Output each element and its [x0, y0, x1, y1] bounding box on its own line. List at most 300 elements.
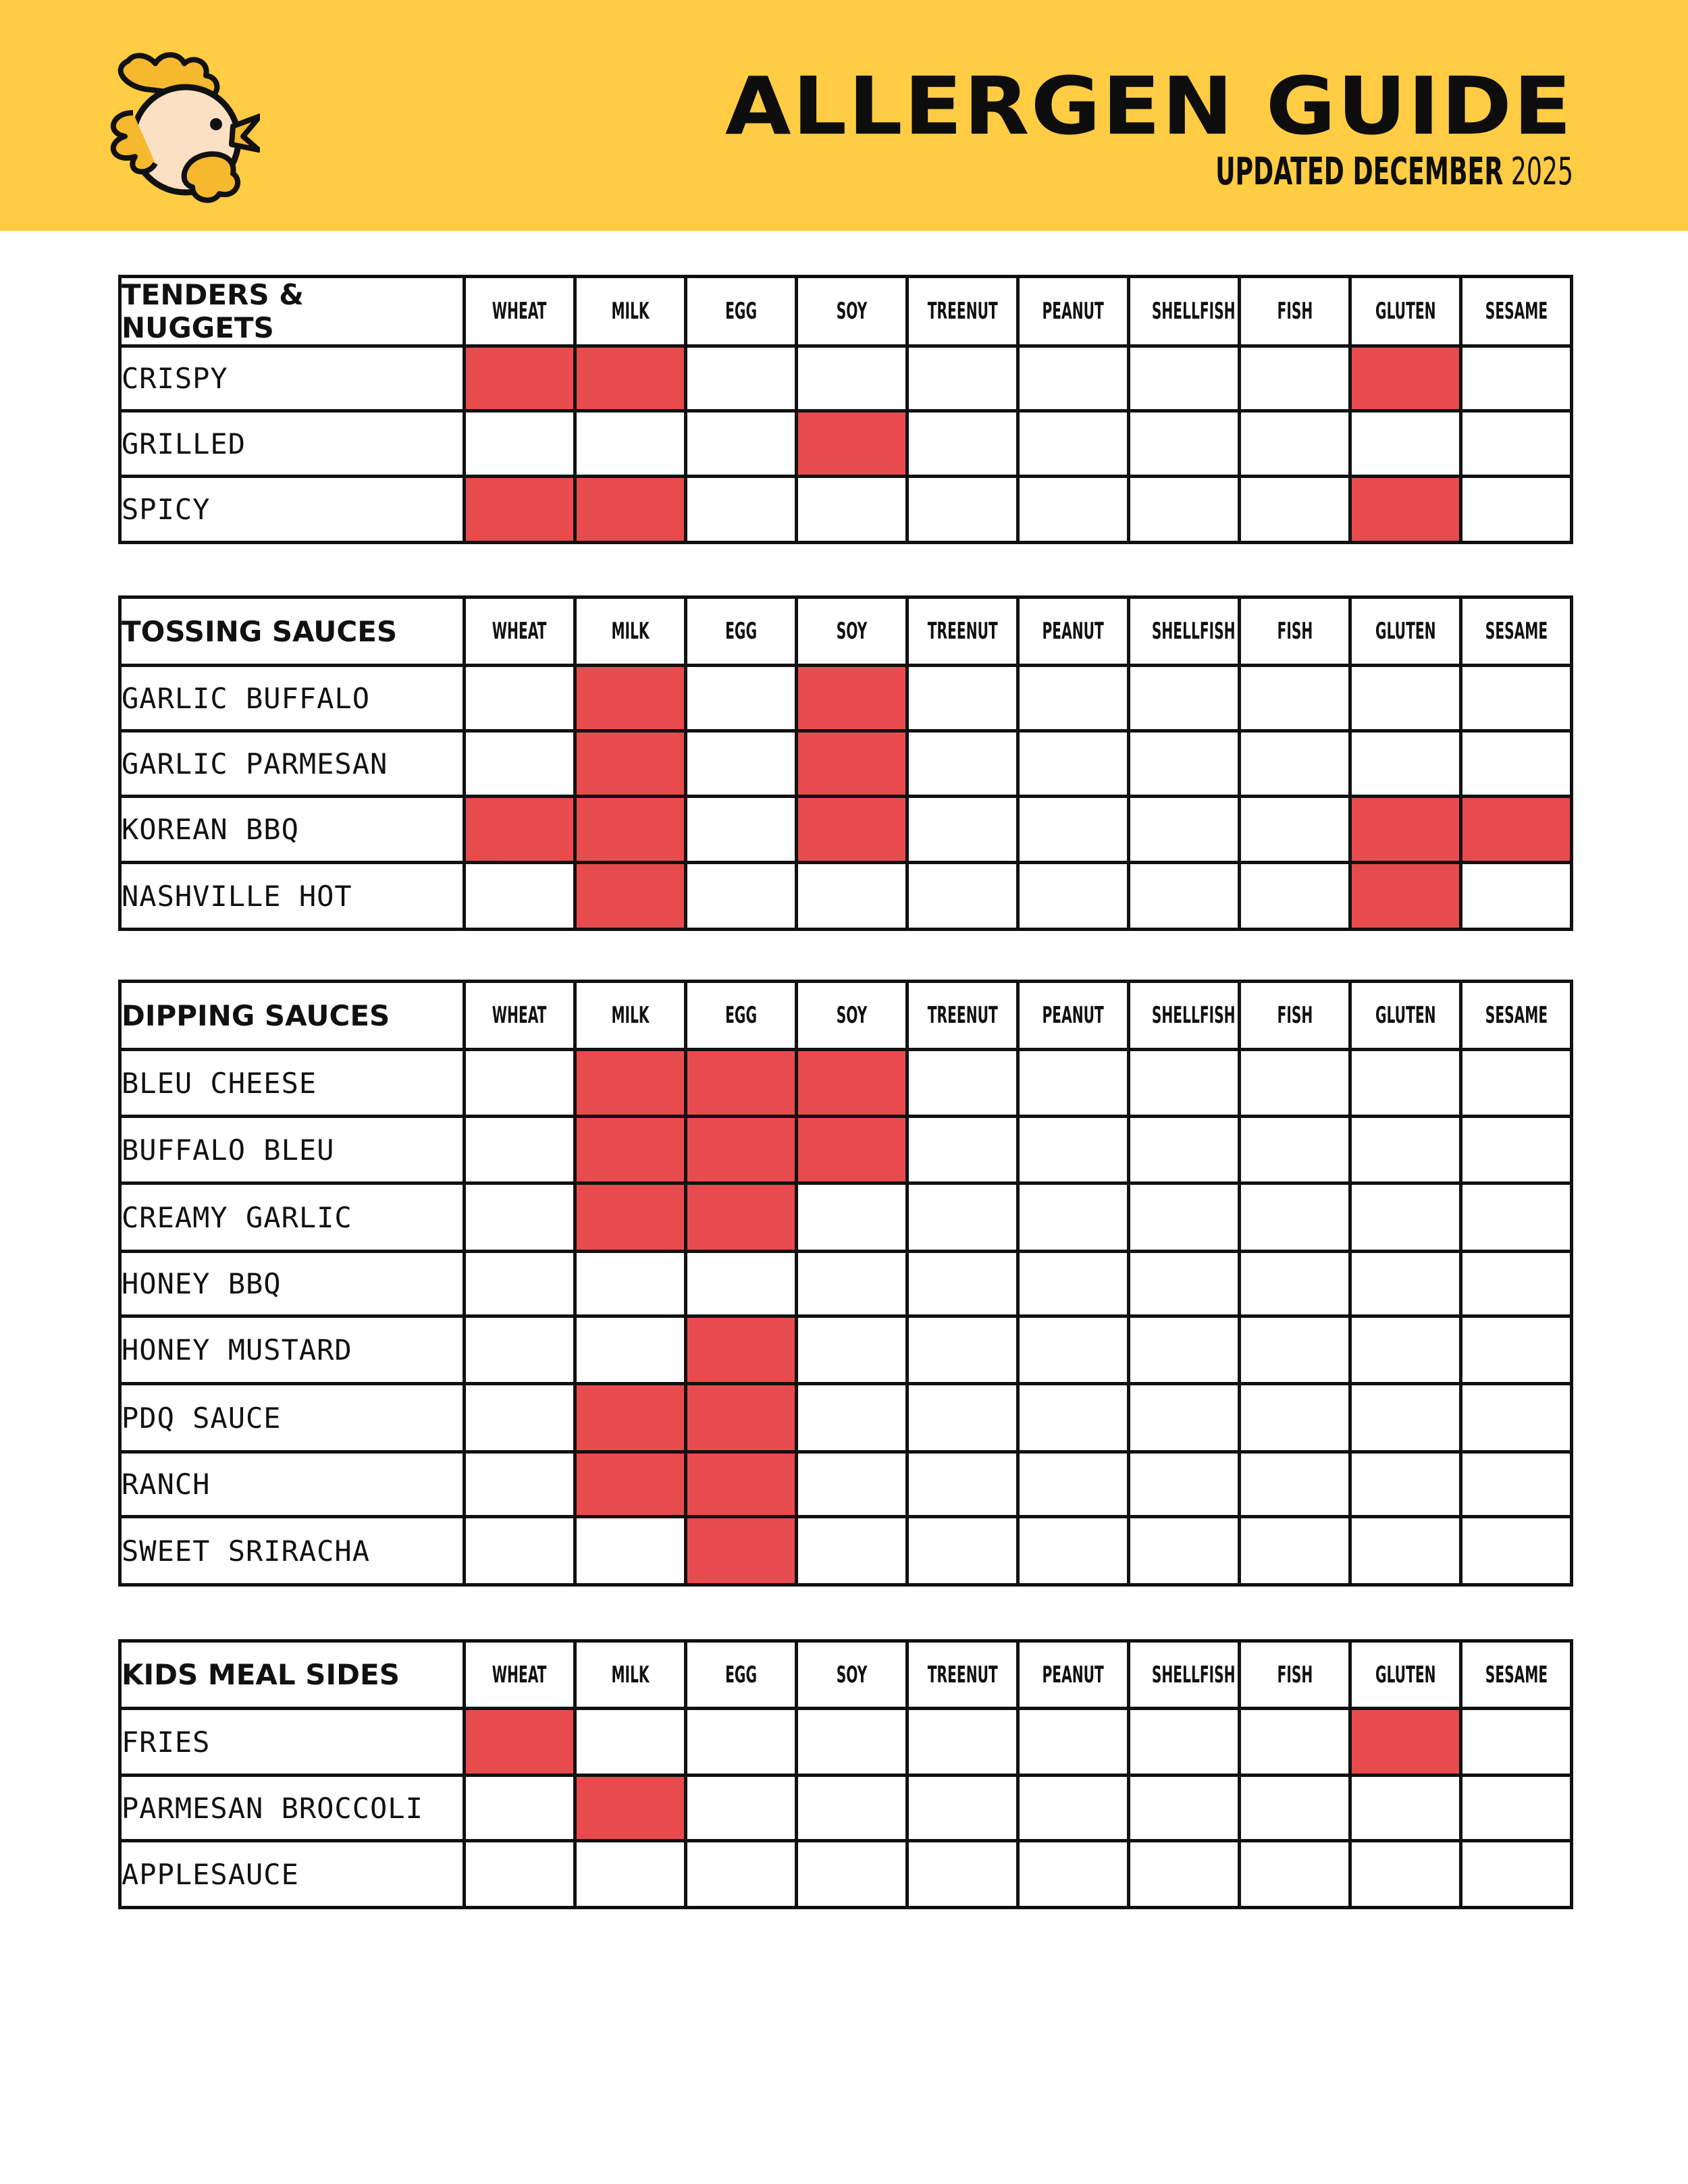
allergen-header-shellfish — [1129, 1641, 1240, 1709]
allergen-header-peanut — [1018, 277, 1129, 346]
allergen-table — [118, 980, 1573, 1587]
allergen-absent-cell — [907, 1117, 1018, 1183]
menu-item-name: PDQ SAUCE — [120, 1384, 465, 1452]
allergen-absent-cell — [797, 1517, 907, 1585]
updated-date — [1215, 150, 1573, 194]
allergen-absent-cell — [1240, 1050, 1350, 1117]
allergen-present-cell — [465, 1709, 575, 1776]
allergen-present-cell — [1461, 797, 1572, 863]
allergen-absent-cell — [797, 346, 907, 411]
allergen-header-label: SOY — [836, 298, 868, 325]
allergen-header-label: SOY — [836, 618, 868, 645]
allergen-present-cell — [686, 1384, 797, 1452]
allergen-absent-cell — [1018, 1709, 1129, 1776]
allergen-header-treenut — [907, 982, 1018, 1050]
allergen-present-cell — [686, 1183, 797, 1252]
allergen-header-label: TREENUT — [927, 1661, 998, 1688]
allergen-absent-cell — [907, 1776, 1018, 1841]
allergen-absent-cell — [1129, 477, 1240, 543]
allergen-absent-cell — [1240, 1776, 1350, 1841]
allergen-header-label: FISH — [1277, 298, 1313, 325]
allergen-absent-cell — [1350, 1252, 1461, 1316]
allergen-present-cell — [797, 666, 907, 731]
allergen-absent-cell — [1350, 1841, 1461, 1908]
section-tenders-nuggets — [118, 275, 1570, 544]
allergen-present-cell — [575, 1384, 686, 1452]
allergen-header-label: EGG — [725, 618, 757, 645]
allergen-present-cell — [575, 731, 686, 797]
allergen-absent-cell — [907, 797, 1018, 863]
allergen-absent-cell — [465, 1050, 575, 1117]
table-row — [120, 1252, 1572, 1316]
allergen-absent-cell — [1240, 1384, 1350, 1452]
table-row — [120, 411, 1572, 477]
allergen-absent-cell — [465, 731, 575, 797]
allergen-header-milk — [575, 982, 686, 1050]
allergen-header-wheat — [465, 982, 575, 1050]
allergen-absent-cell — [1129, 1776, 1240, 1841]
allergen-header-sesame — [1461, 597, 1572, 666]
table-row — [120, 1183, 1572, 1252]
allergen-present-cell — [465, 477, 575, 543]
allergen-header-wheat — [465, 1641, 575, 1709]
allergen-absent-cell — [1129, 346, 1240, 411]
page-title: ALLERGEN GUIDE — [725, 59, 1573, 153]
allergen-absent-cell — [686, 411, 797, 477]
allergen-header-fish — [1240, 597, 1350, 666]
allergen-present-cell — [575, 477, 686, 543]
allergen-absent-cell — [465, 666, 575, 731]
allergen-absent-cell — [1240, 863, 1350, 930]
table-row — [120, 1117, 1572, 1183]
allergen-present-cell — [575, 1776, 686, 1841]
allergen-header-label: MILK — [611, 618, 650, 645]
menu-item-name: BUFFALO BLEU — [120, 1117, 465, 1183]
allergen-present-cell — [575, 1183, 686, 1252]
allergen-absent-cell — [465, 411, 575, 477]
allergen-present-cell — [686, 1050, 797, 1117]
allergen-header-gluten — [1350, 277, 1461, 346]
allergen-header-label: GLUTEN — [1375, 1661, 1436, 1688]
allergen-header-sesame — [1461, 277, 1572, 346]
allergen-absent-cell — [907, 1252, 1018, 1316]
allergen-header-label: PEANUT — [1042, 298, 1105, 325]
allergen-absent-cell — [465, 1117, 575, 1183]
section-kids-meal-sides — [118, 1639, 1570, 1909]
table-row — [120, 1517, 1572, 1585]
allergen-header-egg — [686, 982, 797, 1050]
allergen-header-shellfish — [1129, 982, 1240, 1050]
menu-item-name: PARMESAN BROCCOLI — [120, 1776, 465, 1841]
menu-item-name: GARLIC PARMESAN — [120, 731, 465, 797]
allergen-absent-cell — [1129, 1841, 1240, 1908]
allergen-absent-cell — [1240, 477, 1350, 543]
allergen-absent-cell — [1129, 411, 1240, 477]
allergen-absent-cell — [1018, 731, 1129, 797]
updated-label: UPDATED DECEMBER — [1215, 150, 1504, 194]
menu-item-name: APPLESAUCE — [120, 1841, 465, 1908]
allergen-header-fish — [1240, 982, 1350, 1050]
allergen-present-cell — [1350, 797, 1461, 863]
allergen-absent-cell — [1461, 411, 1572, 477]
allergen-header-label: PEANUT — [1042, 618, 1105, 645]
section-title: TENDERS & NUGGETS — [120, 277, 465, 346]
allergen-absent-cell — [1461, 1050, 1572, 1117]
allergen-header-sesame — [1461, 982, 1572, 1050]
allergen-absent-cell — [797, 1252, 907, 1316]
allergen-absent-cell — [907, 731, 1018, 797]
allergen-table — [118, 595, 1573, 931]
allergen-absent-cell — [1018, 863, 1129, 930]
allergen-header-egg — [686, 597, 797, 666]
allergen-absent-cell — [797, 1776, 907, 1841]
menu-item-name: HONEY BBQ — [120, 1252, 465, 1316]
allergen-header-milk — [575, 1641, 686, 1709]
allergen-header-label: EGG — [725, 1661, 757, 1688]
allergen-absent-cell — [1018, 477, 1129, 543]
table-row — [120, 666, 1572, 731]
allergen-absent-cell — [1240, 1452, 1350, 1517]
allergen-header-label: SHELLFISH — [1151, 298, 1236, 325]
allergen-absent-cell — [686, 731, 797, 797]
allergen-absent-cell — [575, 1252, 686, 1316]
allergen-absent-cell — [1018, 1252, 1129, 1316]
allergen-absent-cell — [1018, 1841, 1129, 1908]
allergen-absent-cell — [686, 666, 797, 731]
menu-item-name: CREAMY GARLIC — [120, 1183, 465, 1252]
allergen-header-label: FISH — [1277, 618, 1313, 645]
allergen-absent-cell — [907, 1050, 1018, 1117]
allergen-absent-cell — [1129, 731, 1240, 797]
allergen-absent-cell — [575, 1517, 686, 1585]
allergen-present-cell — [1350, 863, 1461, 930]
table-row — [120, 1776, 1572, 1841]
table-row — [120, 346, 1572, 411]
allergen-absent-cell — [907, 1183, 1018, 1252]
allergen-present-cell — [575, 863, 686, 930]
menu-item-name: FRIES — [120, 1709, 465, 1776]
allergen-absent-cell — [686, 863, 797, 930]
allergen-absent-cell — [1018, 1384, 1129, 1452]
allergen-absent-cell — [1129, 1709, 1240, 1776]
allergen-absent-cell — [1240, 1252, 1350, 1316]
allergen-header-fish — [1240, 1641, 1350, 1709]
allergen-header-label: SESAME — [1485, 1002, 1548, 1029]
allergen-header-label: EGG — [725, 1002, 757, 1029]
allergen-absent-cell — [1461, 1117, 1572, 1183]
allergen-header-label: MILK — [611, 1661, 650, 1688]
menu-item-name: SPICY — [120, 477, 465, 543]
allergen-header-label: SHELLFISH — [1151, 1002, 1236, 1029]
allergen-absent-cell — [1461, 1316, 1572, 1384]
allergen-header-label: SESAME — [1485, 298, 1548, 325]
table-header-row — [120, 1641, 1572, 1709]
allergen-absent-cell — [1018, 1776, 1129, 1841]
allergen-header-label: TREENUT — [927, 298, 998, 325]
allergen-header-egg — [686, 1641, 797, 1709]
allergen-absent-cell — [1240, 1841, 1350, 1908]
menu-item-name: GARLIC BUFFALO — [120, 666, 465, 731]
allergen-absent-cell — [575, 1841, 686, 1908]
allergen-header-sesame — [1461, 1641, 1572, 1709]
menu-item-name: NASHVILLE HOT — [120, 863, 465, 930]
allergen-absent-cell — [465, 1776, 575, 1841]
allergen-header-egg — [686, 277, 797, 346]
allergen-absent-cell — [686, 797, 797, 863]
menu-item-name: GRILLED — [120, 411, 465, 477]
allergen-present-cell — [575, 346, 686, 411]
allergen-absent-cell — [1461, 1252, 1572, 1316]
allergen-header-label: GLUTEN — [1375, 618, 1436, 645]
allergen-absent-cell — [1461, 1183, 1572, 1252]
allergen-header-label: MILK — [611, 298, 650, 325]
section-title: KIDS MEAL SIDES — [120, 1641, 465, 1709]
chicken-logo-icon — [98, 49, 260, 204]
allergen-absent-cell — [465, 1183, 575, 1252]
allergen-header-label: PEANUT — [1042, 1002, 1105, 1029]
allergen-absent-cell — [1129, 1517, 1240, 1585]
allergen-absent-cell — [1350, 1517, 1461, 1585]
allergen-absent-cell — [1461, 1709, 1572, 1776]
allergen-present-cell — [797, 1050, 907, 1117]
table-row — [120, 731, 1572, 797]
allergen-absent-cell — [1129, 1183, 1240, 1252]
allergen-present-cell — [797, 731, 907, 797]
allergen-absent-cell — [1240, 346, 1350, 411]
allergen-header-wheat — [465, 597, 575, 666]
updated-year: 2025 — [1510, 150, 1573, 194]
allergen-absent-cell — [1461, 1776, 1572, 1841]
allergen-header-label: EGG — [725, 298, 757, 325]
allergen-absent-cell — [907, 863, 1018, 930]
allergen-present-cell — [575, 797, 686, 863]
allergen-absent-cell — [907, 1517, 1018, 1585]
allergen-present-cell — [686, 1517, 797, 1585]
allergen-header-label: WHEAT — [492, 618, 547, 645]
allergen-present-cell — [797, 411, 907, 477]
allergen-header-label: FISH — [1277, 1002, 1313, 1029]
allergen-absent-cell — [1350, 1452, 1461, 1517]
allergen-header-treenut — [907, 597, 1018, 666]
table-row — [120, 863, 1572, 930]
allergen-header-gluten — [1350, 597, 1461, 666]
allergen-table — [118, 275, 1573, 544]
allergen-absent-cell — [465, 1316, 575, 1384]
allergen-absent-cell — [686, 1841, 797, 1908]
allergen-absent-cell — [1461, 666, 1572, 731]
allergen-header-treenut — [907, 277, 1018, 346]
allergen-absent-cell — [465, 1384, 575, 1452]
allergen-absent-cell — [1350, 1183, 1461, 1252]
allergen-header-label: MILK — [611, 1002, 650, 1029]
allergen-header-shellfish — [1129, 597, 1240, 666]
table-header-row — [120, 982, 1572, 1050]
allergen-header-label: SHELLFISH — [1151, 618, 1236, 645]
allergen-absent-cell — [1129, 1117, 1240, 1183]
allergen-absent-cell — [907, 1841, 1018, 1908]
allergen-header-milk — [575, 597, 686, 666]
allergen-header-shellfish — [1129, 277, 1240, 346]
allergen-header-peanut — [1018, 982, 1129, 1050]
header-banner — [0, 0, 1688, 231]
allergen-header-label: SHELLFISH — [1151, 1661, 1236, 1688]
allergen-header-label: SESAME — [1485, 1661, 1548, 1688]
allergen-header-label: FISH — [1277, 1661, 1313, 1688]
allergen-absent-cell — [1018, 1183, 1129, 1252]
allergen-header-gluten — [1350, 982, 1461, 1050]
menu-item-name: KOREAN BBQ — [120, 797, 465, 863]
section-dipping-sauces — [118, 980, 1570, 1587]
allergen-absent-cell — [1018, 1117, 1129, 1183]
allergen-header-label: PEANUT — [1042, 1661, 1105, 1688]
allergen-absent-cell — [1129, 1316, 1240, 1384]
allergen-absent-cell — [1018, 797, 1129, 863]
allergen-absent-cell — [1350, 411, 1461, 477]
allergen-present-cell — [1350, 346, 1461, 411]
table-row — [120, 1452, 1572, 1517]
allergen-absent-cell — [1129, 1452, 1240, 1517]
table-row — [120, 477, 1572, 543]
allergen-header-label: GLUTEN — [1375, 1002, 1436, 1029]
allergen-header-treenut — [907, 1641, 1018, 1709]
allergen-header-soy — [797, 277, 907, 346]
allergen-present-cell — [575, 1452, 686, 1517]
allergen-header-fish — [1240, 277, 1350, 346]
allergen-header-label: TREENUT — [927, 1002, 998, 1029]
allergen-absent-cell — [1350, 1117, 1461, 1183]
section-title: TOSSING SAUCES — [120, 597, 465, 666]
allergen-absent-cell — [1461, 477, 1572, 543]
allergen-present-cell — [797, 797, 907, 863]
allergen-absent-cell — [1129, 666, 1240, 731]
allergen-absent-cell — [1461, 1517, 1572, 1585]
allergen-absent-cell — [1461, 1841, 1572, 1908]
allergen-present-cell — [797, 1117, 907, 1183]
allergen-absent-cell — [686, 1776, 797, 1841]
allergen-absent-cell — [1018, 1452, 1129, 1517]
allergen-absent-cell — [907, 1452, 1018, 1517]
allergen-absent-cell — [1461, 1384, 1572, 1452]
allergen-header-label: SESAME — [1485, 618, 1548, 645]
allergen-absent-cell — [797, 1709, 907, 1776]
allergen-absent-cell — [575, 1316, 686, 1384]
allergen-absent-cell — [1018, 1316, 1129, 1384]
allergen-absent-cell — [1240, 411, 1350, 477]
allergen-header-gluten — [1350, 1641, 1461, 1709]
allergen-absent-cell — [465, 1517, 575, 1585]
allergen-absent-cell — [797, 1841, 907, 1908]
allergen-absent-cell — [797, 477, 907, 543]
allergen-absent-cell — [1240, 1316, 1350, 1384]
menu-item-name: BLEU CHEESE — [120, 1050, 465, 1117]
allergen-absent-cell — [686, 1709, 797, 1776]
allergen-absent-cell — [907, 411, 1018, 477]
allergen-header-label: WHEAT — [492, 298, 547, 325]
allergen-absent-cell — [1240, 1709, 1350, 1776]
table-row — [120, 1841, 1572, 1908]
menu-item-name: RANCH — [120, 1452, 465, 1517]
table-row — [120, 797, 1572, 863]
allergen-header-label: WHEAT — [492, 1661, 547, 1688]
allergen-absent-cell — [686, 477, 797, 543]
table-row — [120, 1050, 1572, 1117]
allergen-absent-cell — [1129, 797, 1240, 863]
allergen-absent-cell — [797, 1183, 907, 1252]
allergen-absent-cell — [1240, 797, 1350, 863]
allergen-absent-cell — [465, 1452, 575, 1517]
allergen-absent-cell — [575, 1709, 686, 1776]
allergen-absent-cell — [907, 477, 1018, 543]
allergen-absent-cell — [465, 1841, 575, 1908]
allergen-absent-cell — [1240, 666, 1350, 731]
allergen-absent-cell — [1350, 1050, 1461, 1117]
allergen-header-label: SOY — [836, 1661, 868, 1688]
allergen-absent-cell — [907, 1384, 1018, 1452]
allergen-absent-cell — [465, 863, 575, 930]
allergen-absent-cell — [1350, 1776, 1461, 1841]
allergen-absent-cell — [907, 666, 1018, 731]
allergen-absent-cell — [1240, 731, 1350, 797]
allergen-absent-cell — [1018, 1050, 1129, 1117]
allergen-absent-cell — [797, 1452, 907, 1517]
allergen-present-cell — [575, 666, 686, 731]
allergen-header-soy — [797, 597, 907, 666]
allergen-absent-cell — [1240, 1183, 1350, 1252]
allergen-absent-cell — [1461, 346, 1572, 411]
allergen-header-label: GLUTEN — [1375, 298, 1436, 325]
table-row — [120, 1709, 1572, 1776]
table-header-row — [120, 277, 1572, 346]
table-row — [120, 1384, 1572, 1452]
allergen-header-label: SOY — [836, 1002, 868, 1029]
allergen-absent-cell — [797, 863, 907, 930]
allergen-present-cell — [686, 1117, 797, 1183]
allergen-absent-cell — [1018, 411, 1129, 477]
allergen-absent-cell — [686, 1252, 797, 1316]
allergen-header-label: TREENUT — [927, 618, 998, 645]
allergen-present-cell — [686, 1316, 797, 1384]
allergen-header-peanut — [1018, 597, 1129, 666]
allergen-absent-cell — [1129, 1252, 1240, 1316]
table-header-row — [120, 597, 1572, 666]
allergen-absent-cell — [686, 346, 797, 411]
menu-item-name: HONEY MUSTARD — [120, 1316, 465, 1384]
allergen-present-cell — [575, 1050, 686, 1117]
allergen-absent-cell — [1240, 1517, 1350, 1585]
allergen-absent-cell — [907, 346, 1018, 411]
allergen-absent-cell — [1129, 1384, 1240, 1452]
allergen-absent-cell — [1461, 1452, 1572, 1517]
allergen-absent-cell — [575, 411, 686, 477]
allergen-header-soy — [797, 982, 907, 1050]
allergen-absent-cell — [907, 1709, 1018, 1776]
allergen-absent-cell — [1018, 1517, 1129, 1585]
allergen-absent-cell — [907, 1316, 1018, 1384]
allergen-header-peanut — [1018, 1641, 1129, 1709]
allergen-present-cell — [575, 1117, 686, 1183]
allergen-absent-cell — [1018, 346, 1129, 411]
allergen-header-milk — [575, 277, 686, 346]
section-tossing-sauces — [118, 595, 1570, 931]
allergen-absent-cell — [1350, 1384, 1461, 1452]
table-row — [120, 1316, 1572, 1384]
allergen-present-cell — [465, 797, 575, 863]
allergen-absent-cell — [797, 1384, 907, 1452]
allergen-absent-cell — [797, 1316, 907, 1384]
allergen-absent-cell — [1129, 1050, 1240, 1117]
allergen-header-soy — [797, 1641, 907, 1709]
allergen-absent-cell — [1018, 666, 1129, 731]
